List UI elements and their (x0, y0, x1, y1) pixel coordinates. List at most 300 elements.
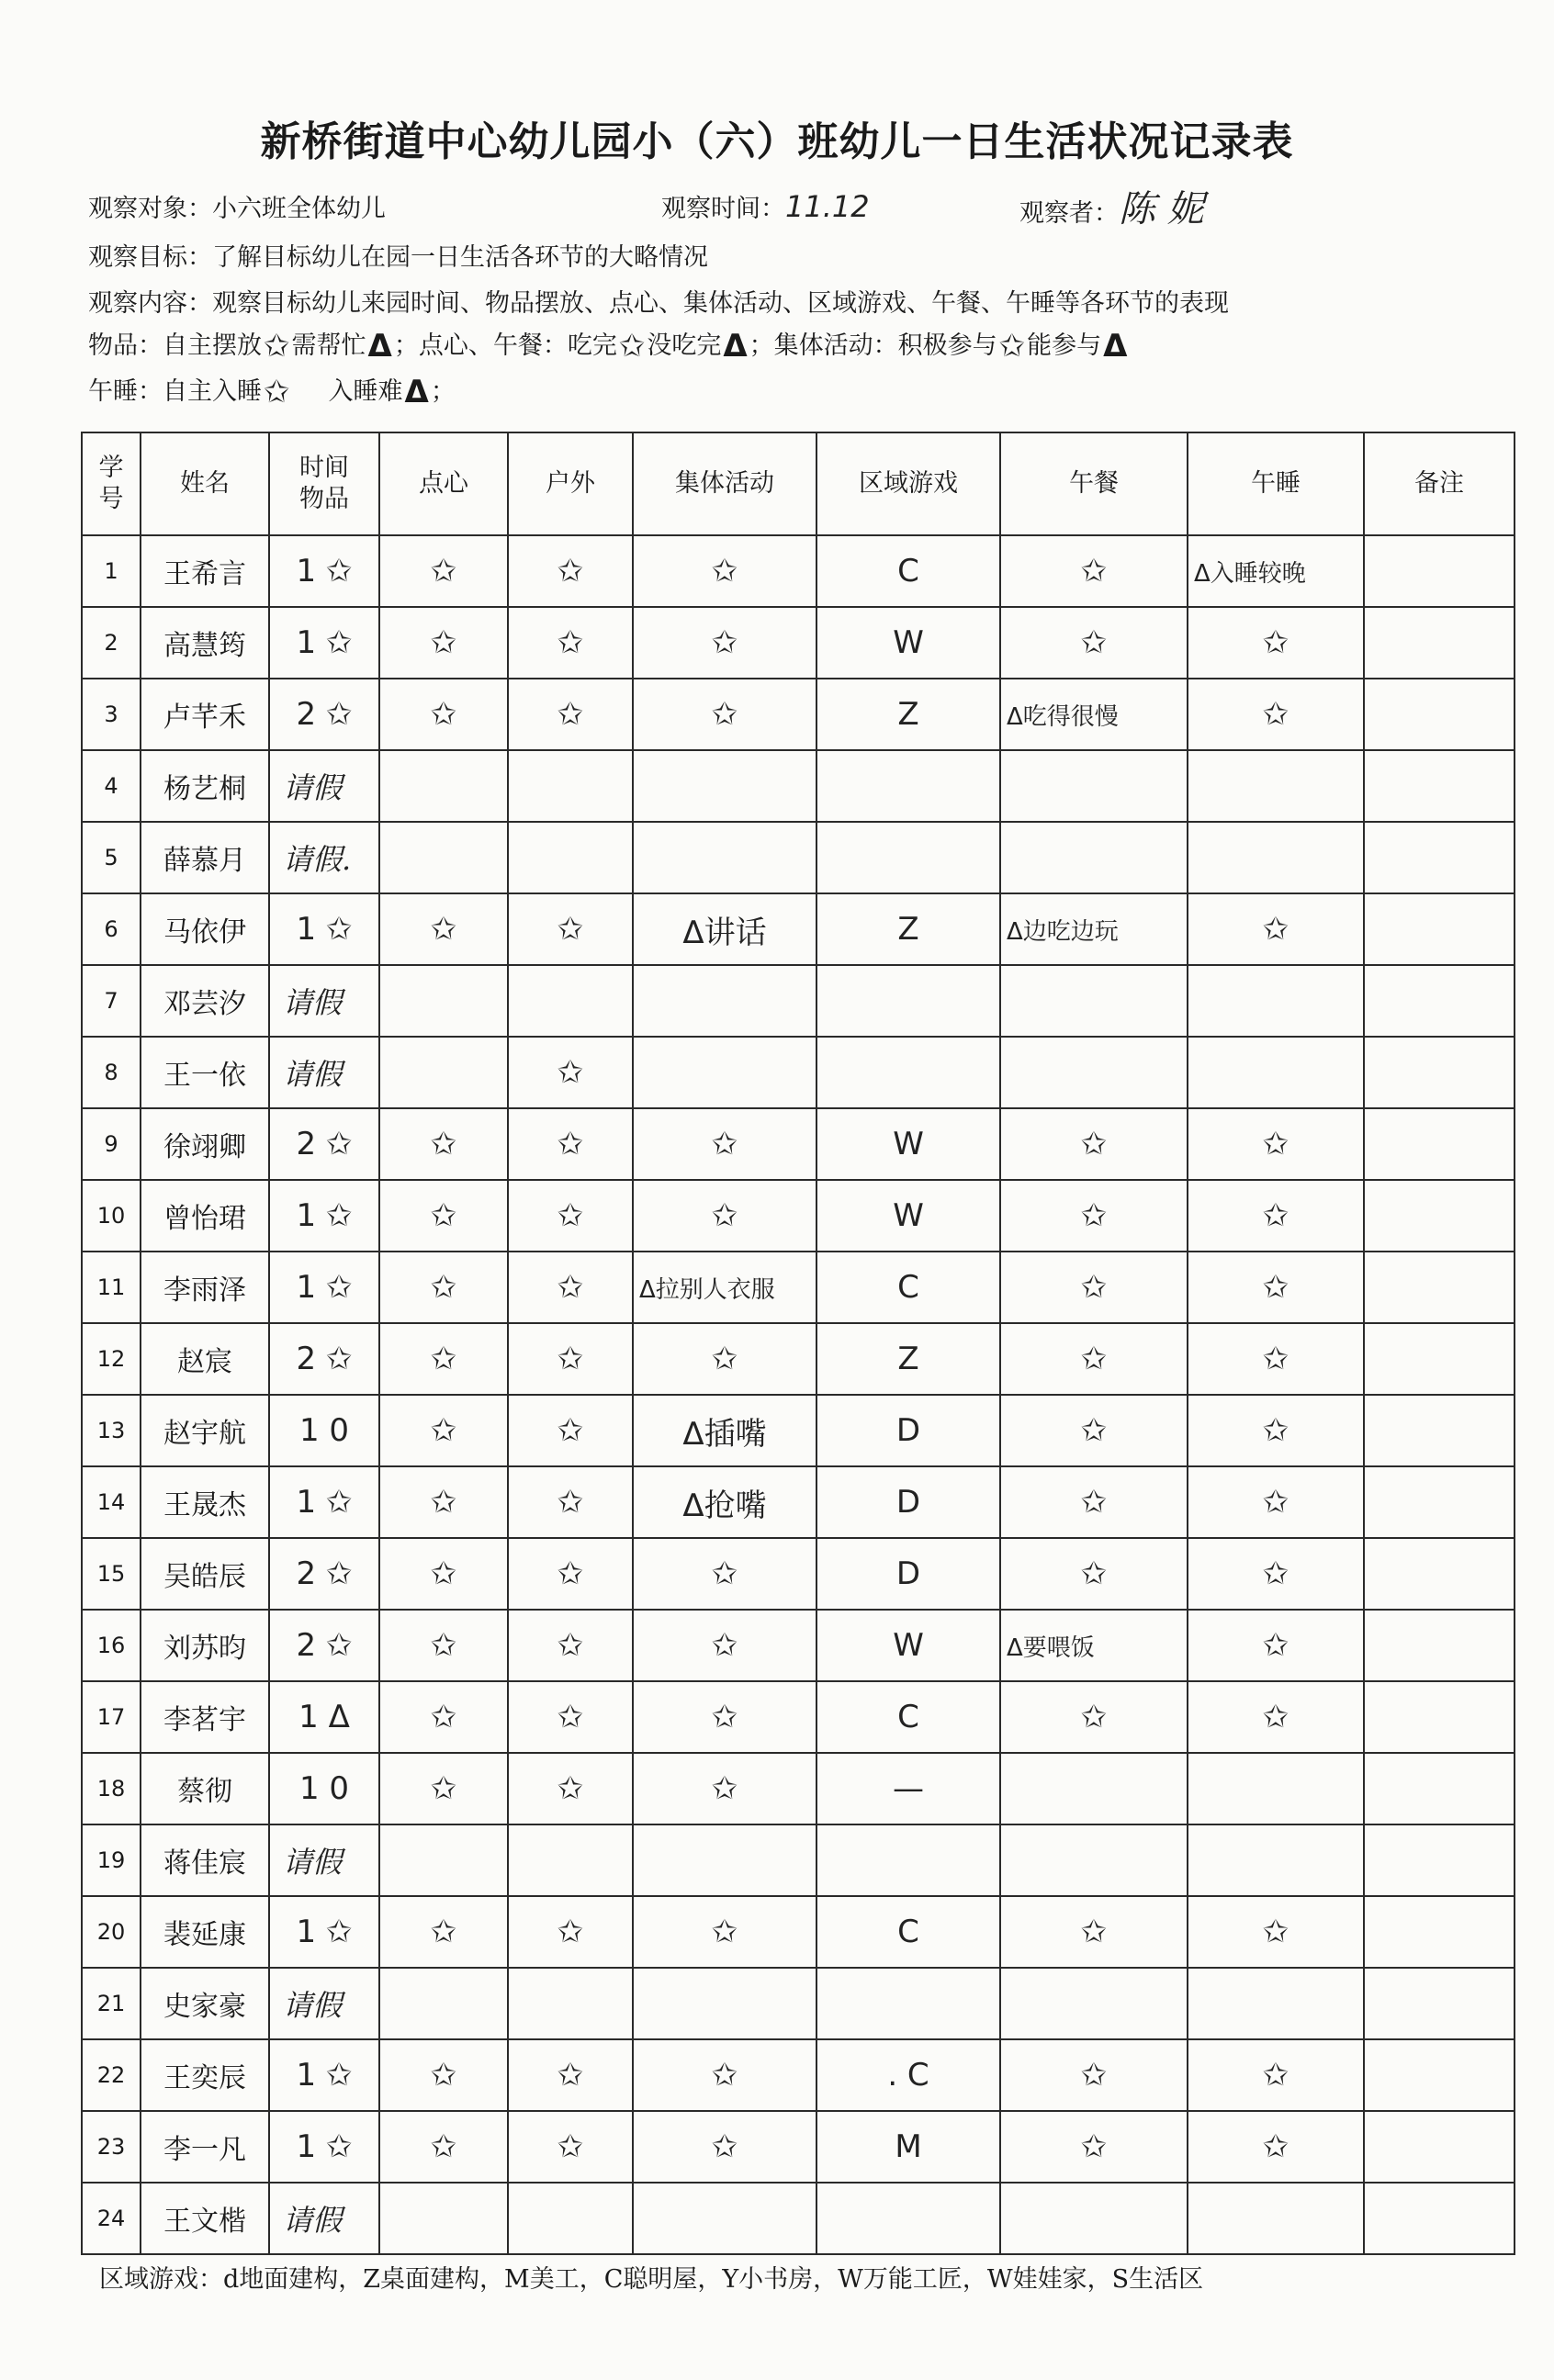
goal-value: 了解目标幼儿在园一日生活各环节的大略情况 (212, 243, 708, 272)
cell-id: 22 (82, 2039, 141, 2111)
table-row (82, 1681, 1515, 1753)
cell-note (1364, 1896, 1515, 1968)
cell-snack: ✩ (379, 1466, 508, 1538)
cell-name: 邓芸汐 (141, 965, 269, 1037)
cell-group-activity: Δ拉别人衣服 (633, 1252, 816, 1323)
cell-nap: ✩ (1188, 1252, 1364, 1323)
cell-outdoor (508, 1824, 633, 1896)
cell-id: 18 (82, 1753, 141, 1824)
cell-note (1364, 679, 1515, 750)
cell-note (1364, 822, 1515, 893)
cell-group-activity: Δ插嘴 (633, 1395, 816, 1466)
cell-nap (1188, 822, 1364, 893)
cell-time-items: 1 ✩ (269, 2111, 379, 2183)
time-label: 观察时间： (661, 195, 785, 223)
goal-label: 观察目标： (88, 243, 212, 272)
table-header-row (82, 432, 1515, 535)
cell-lunch: ✩ (1000, 1681, 1188, 1753)
subject-value: 小六班全体幼儿 (212, 195, 386, 223)
cell-area-game (816, 1968, 1000, 2039)
cell-lunch: Δ边吃边玩 (1000, 893, 1188, 965)
cell-nap: ✩ (1188, 607, 1364, 679)
col-header-outdoor: 户外 (508, 432, 633, 535)
col-header-nap: 午睡 (1188, 432, 1364, 535)
cell-group-activity: Δ抢嘴 (633, 1466, 816, 1538)
cell-snack: ✩ (379, 1538, 508, 1610)
cell-name: 赵宸 (141, 1323, 269, 1395)
cell-group-activity: Δ讲话 (633, 893, 816, 965)
cell-snack (379, 750, 508, 822)
table-row (82, 607, 1515, 679)
col-header-id: 学 号 (82, 432, 141, 535)
legend-group-able: 能参与 (1027, 331, 1102, 360)
table-row (82, 1824, 1515, 1896)
cell-nap: ✩ (1188, 2111, 1364, 2183)
legend-items-help: 需帮忙 (291, 331, 366, 360)
cell-snack: ✩ (379, 679, 508, 750)
cell-name: 李一凡 (141, 2111, 269, 2183)
cell-note (1364, 535, 1515, 607)
cell-nap: ✩ (1188, 1395, 1364, 1466)
table-row (82, 2111, 1515, 2183)
cell-id: 23 (82, 2111, 141, 2183)
cell-name: 卢芊禾 (141, 679, 269, 750)
cell-id: 8 (82, 1037, 141, 1108)
cell-nap: ✩ (1188, 1610, 1364, 1681)
cell-area-game: C (816, 1681, 1000, 1753)
cell-name: 李茗宇 (141, 1681, 269, 1753)
col-header-name: 姓名 (141, 432, 269, 535)
table-row (82, 822, 1515, 893)
cell-snack: ✩ (379, 1753, 508, 1824)
cell-area-game: C (816, 1896, 1000, 1968)
time-value: 11.12 (785, 189, 870, 224)
cell-name: 王一依 (141, 1037, 269, 1108)
cell-lunch: ✩ (1000, 2039, 1188, 2111)
cell-group-activity: ✩ (633, 535, 816, 607)
cell-time-items: 1 ✩ (269, 1896, 379, 1968)
cell-group-activity: ✩ (633, 1180, 816, 1252)
cell-outdoor: ✩ (508, 1896, 633, 1968)
cell-note (1364, 1538, 1515, 1610)
cell-time-items: 1 ✩ (269, 607, 379, 679)
cell-outdoor (508, 1968, 633, 2039)
cell-name: 王文楷 (141, 2183, 269, 2254)
cell-nap: ✩ (1188, 1323, 1364, 1395)
cell-id: 7 (82, 965, 141, 1037)
cell-area-game: W (816, 1180, 1000, 1252)
cell-id: 13 (82, 1395, 141, 1466)
cell-id: 20 (82, 1896, 141, 1968)
cell-group-activity: ✩ (633, 679, 816, 750)
col-header-group-activity: 集体活动 (633, 432, 816, 535)
cell-snack (379, 965, 508, 1037)
cell-note (1364, 1323, 1515, 1395)
observation-subject (88, 188, 386, 224)
cell-snack: ✩ (379, 2111, 508, 2183)
cell-area-game: C (816, 535, 1000, 607)
cell-note (1364, 965, 1515, 1037)
cell-outdoor: ✩ (508, 2111, 633, 2183)
cell-area-game (816, 1037, 1000, 1108)
cell-group-activity (633, 1968, 816, 2039)
cell-lunch (1000, 750, 1188, 822)
cell-outdoor: ✩ (508, 1180, 633, 1252)
cell-name: 蔡彻 (141, 1753, 269, 1824)
cell-area-game: D (816, 1538, 1000, 1610)
cell-note (1364, 1252, 1515, 1323)
cell-area-game: D (816, 1466, 1000, 1538)
triangle-icon: Δ (1103, 328, 1128, 365)
table-row (82, 893, 1515, 965)
cell-area-game: Z (816, 893, 1000, 965)
legend-group-active: ；集体活动：积极参与 (749, 331, 997, 360)
star-icon: ✩ (998, 328, 1026, 365)
cell-id: 15 (82, 1538, 141, 1610)
cell-note (1364, 1610, 1515, 1681)
cell-name: 曾怡珺 (141, 1180, 269, 1252)
cell-group-activity: ✩ (633, 1896, 816, 1968)
cell-name: 李雨泽 (141, 1252, 269, 1323)
triangle-icon: Δ (404, 374, 429, 410)
cell-nap: ✩ (1188, 1180, 1364, 1252)
cell-id: 14 (82, 1466, 141, 1538)
cell-nap: ✩ (1188, 893, 1364, 965)
cell-outdoor: ✩ (508, 1538, 633, 1610)
cell-nap (1188, 750, 1364, 822)
cell-time-items: 2 ✩ (269, 1538, 379, 1610)
cell-id: 4 (82, 750, 141, 822)
cell-name: 史家豪 (141, 1968, 269, 2039)
cell-nap: ✩ (1188, 1108, 1364, 1180)
legend-nap-self: 午睡：自主入睡 (88, 377, 262, 406)
legend-items-self: 物品：自主摆放 (88, 331, 262, 360)
cell-time-items: 1 ✩ (269, 1252, 379, 1323)
legend-nap-hard: 入睡难 (328, 377, 403, 406)
cell-time-items: 1 0 (269, 1753, 379, 1824)
cell-nap: ✩ (1188, 1896, 1364, 1968)
cell-outdoor: ✩ (508, 1753, 633, 1824)
table-row (82, 2039, 1515, 2111)
cell-group-activity (633, 2183, 816, 2254)
cell-snack: ✩ (379, 1681, 508, 1753)
cell-name: 蒋佳宸 (141, 1824, 269, 1896)
cell-time-items: 1 ✩ (269, 2039, 379, 2111)
cell-note (1364, 750, 1515, 822)
cell-time-items: 1 ✩ (269, 1180, 379, 1252)
cell-id: 2 (82, 607, 141, 679)
cell-note (1364, 1753, 1515, 1824)
cell-group-activity (633, 965, 816, 1037)
cell-lunch (1000, 1753, 1188, 1824)
cell-nap: ✩ (1188, 2039, 1364, 2111)
cell-note (1364, 1681, 1515, 1753)
cell-outdoor: ✩ (508, 1610, 633, 1681)
cell-area-game (816, 822, 1000, 893)
cell-id: 5 (82, 822, 141, 893)
table-row (82, 1896, 1515, 1968)
cell-time-items: 2 ✩ (269, 679, 379, 750)
cell-snack (379, 1824, 508, 1896)
cell-outdoor: ✩ (508, 1108, 633, 1180)
cell-name: 王晟杰 (141, 1466, 269, 1538)
cell-outdoor: ✩ (508, 1395, 633, 1466)
cell-outdoor (508, 750, 633, 822)
cell-group-activity: ✩ (633, 1610, 816, 1681)
table-row (82, 1466, 1515, 1538)
cell-time-items: 请假 (269, 750, 379, 822)
cell-snack: ✩ (379, 1395, 508, 1466)
table-row (82, 1108, 1515, 1180)
cell-id: 9 (82, 1108, 141, 1180)
subject-label: 观察对象： (88, 195, 212, 223)
cell-note (1364, 1180, 1515, 1252)
table-row (82, 1180, 1515, 1252)
cell-lunch: ✩ (1000, 1180, 1188, 1252)
cell-id: 21 (82, 1968, 141, 2039)
cell-id: 3 (82, 679, 141, 750)
legend-end-punct: ； (430, 377, 456, 406)
cell-lunch: ✩ (1000, 1395, 1188, 1466)
cell-lunch: Δ要喂饭 (1000, 1610, 1188, 1681)
col-header-lunch: 午餐 (1000, 432, 1188, 535)
record-table (81, 432, 1515, 2255)
cell-id: 16 (82, 1610, 141, 1681)
cell-note (1364, 607, 1515, 679)
cell-nap: ✩ (1188, 1538, 1364, 1610)
cell-nap: ✩ (1188, 1466, 1364, 1538)
observer-signature: 陈 妮 (1119, 188, 1204, 230)
cell-nap (1188, 1753, 1364, 1824)
cell-time-items: 请假 (269, 1968, 379, 2039)
cell-lunch: ✩ (1000, 535, 1188, 607)
cell-id: 24 (82, 2183, 141, 2254)
cell-nap: ✩ (1188, 679, 1364, 750)
cell-id: 17 (82, 1681, 141, 1753)
cell-lunch: ✩ (1000, 1466, 1188, 1538)
cell-outdoor (508, 2183, 633, 2254)
cell-outdoor: ✩ (508, 1252, 633, 1323)
cell-note (1364, 1037, 1515, 1108)
cell-name: 薛慕月 (141, 822, 269, 893)
cell-note (1364, 893, 1515, 965)
cell-note (1364, 1466, 1515, 1538)
cell-time-items: 请假 (269, 1037, 379, 1108)
cell-snack: ✩ (379, 607, 508, 679)
table-row (82, 1968, 1515, 2039)
cell-lunch: ✩ (1000, 1323, 1188, 1395)
cell-name: 杨艺桐 (141, 750, 269, 822)
cell-area-game: Z (816, 1323, 1000, 1395)
cell-outdoor: ✩ (508, 893, 633, 965)
col-header-time-items: 时间 物品 (269, 432, 379, 535)
cell-name: 刘苏昀 (141, 1610, 269, 1681)
cell-area-game: C (816, 1252, 1000, 1323)
legend-line-1 (88, 325, 1129, 365)
cell-nap (1188, 2183, 1364, 2254)
cell-group-activity: ✩ (633, 2039, 816, 2111)
cell-time-items: 1 Δ (269, 1681, 379, 1753)
cell-snack: ✩ (379, 1896, 508, 1968)
content-value: 观察目标幼儿来园时间、物品摆放、点心、集体活动、区域游戏、午餐、午睡等各环节的表现 (212, 289, 1229, 318)
cell-name: 王希言 (141, 535, 269, 607)
cell-group-activity (633, 1824, 816, 1896)
cell-name: 赵宇航 (141, 1395, 269, 1466)
cell-snack: ✩ (379, 535, 508, 607)
cell-area-game: W (816, 1108, 1000, 1180)
cell-id: 10 (82, 1180, 141, 1252)
cell-area-game: W (816, 607, 1000, 679)
cell-snack (379, 1968, 508, 2039)
table-row (82, 750, 1515, 822)
triangle-icon: Δ (367, 328, 392, 365)
cell-time-items: 1 ✩ (269, 535, 379, 607)
cell-snack: ✩ (379, 893, 508, 965)
cell-name: 徐翊卿 (141, 1108, 269, 1180)
cell-lunch (1000, 2183, 1188, 2254)
cell-area-game: D (816, 1395, 1000, 1466)
cell-lunch (1000, 1037, 1188, 1108)
cell-lunch: ✩ (1000, 1108, 1188, 1180)
legend-line-2 (88, 371, 456, 410)
cell-outdoor: ✩ (508, 1681, 633, 1753)
table-row (82, 535, 1515, 607)
table-row (82, 1037, 1515, 1108)
cell-time-items: 请假 (269, 1824, 379, 1896)
cell-lunch: ✩ (1000, 1538, 1188, 1610)
cell-snack (379, 2183, 508, 2254)
cell-note (1364, 1824, 1515, 1896)
cell-outdoor: ✩ (508, 679, 633, 750)
col-header-note: 备注 (1364, 432, 1515, 535)
cell-time-items: 1 ✩ (269, 1466, 379, 1538)
star-icon: ✩ (618, 328, 646, 365)
observation-time (661, 188, 870, 224)
cell-snack: ✩ (379, 2039, 508, 2111)
cell-area-game (816, 2183, 1000, 2254)
cell-time-items: 2 ✩ (269, 1610, 379, 1681)
cell-outdoor: ✩ (508, 535, 633, 607)
cell-id: 6 (82, 893, 141, 965)
cell-group-activity: ✩ (633, 1108, 816, 1180)
observer-label: 观察者： (1019, 199, 1119, 228)
cell-group-activity: ✩ (633, 1323, 816, 1395)
table-row (82, 1395, 1515, 1466)
observation-goal (88, 237, 708, 273)
cell-name: 裴延康 (141, 1896, 269, 1968)
cell-outdoor (508, 965, 633, 1037)
cell-group-activity: ✩ (633, 1538, 816, 1610)
cell-note (1364, 2111, 1515, 2183)
table-row (82, 679, 1515, 750)
cell-outdoor: ✩ (508, 2039, 633, 2111)
cell-id: 12 (82, 1323, 141, 1395)
cell-snack (379, 822, 508, 893)
cell-group-activity: ✩ (633, 1681, 816, 1753)
table-row (82, 1323, 1515, 1395)
cell-outdoor: ✩ (508, 1323, 633, 1395)
cell-note (1364, 1968, 1515, 2039)
legend-meal-unfinished: 没吃完 (647, 331, 722, 360)
star-icon: ✩ (264, 374, 290, 410)
cell-outdoor: ✩ (508, 1037, 633, 1108)
table-row (82, 1753, 1515, 1824)
table-row (82, 1538, 1515, 1610)
cell-outdoor (508, 822, 633, 893)
cell-name: 马依伊 (141, 893, 269, 965)
cell-snack: ✩ (379, 1180, 508, 1252)
cell-lunch (1000, 822, 1188, 893)
cell-outdoor: ✩ (508, 1466, 633, 1538)
triangle-icon: Δ (723, 328, 748, 365)
cell-outdoor: ✩ (508, 607, 633, 679)
cell-group-activity: ✩ (633, 607, 816, 679)
cell-area-game: M (816, 2111, 1000, 2183)
cell-nap (1188, 1968, 1364, 2039)
cell-lunch: Δ吃得很慢 (1000, 679, 1188, 750)
legend-meal-finished: ；点心、午餐：吃完 (393, 331, 617, 360)
cell-time-items: 1 ✩ (269, 893, 379, 965)
table-row (82, 965, 1515, 1037)
cell-area-game (816, 750, 1000, 822)
cell-note (1364, 1395, 1515, 1466)
cell-nap (1188, 965, 1364, 1037)
content-label: 观察内容： (88, 289, 212, 318)
cell-time-items: 1 0 (269, 1395, 379, 1466)
cell-snack: ✩ (379, 1252, 508, 1323)
cell-area-game (816, 965, 1000, 1037)
cell-area-game: Z (816, 679, 1000, 750)
observation-content (88, 283, 1229, 319)
cell-nap: ✩ (1188, 1681, 1364, 1753)
cell-group-activity (633, 1037, 816, 1108)
cell-nap (1188, 1824, 1364, 1896)
cell-time-items: 请假 (269, 2183, 379, 2254)
cell-time-items: 请假 (269, 965, 379, 1037)
cell-area-game (816, 1824, 1000, 1896)
cell-lunch: ✩ (1000, 1896, 1188, 1968)
col-header-snack: 点心 (379, 432, 508, 535)
cell-area-game: . C (816, 2039, 1000, 2111)
cell-id: 11 (82, 1252, 141, 1323)
cell-area-game: W (816, 1610, 1000, 1681)
table-row (82, 1252, 1515, 1323)
cell-snack: ✩ (379, 1610, 508, 1681)
cell-name: 高慧筠 (141, 607, 269, 679)
col-header-area-game: 区域游戏 (816, 432, 1000, 535)
cell-time-items: 2 ✩ (269, 1108, 379, 1180)
cell-snack (379, 1037, 508, 1108)
cell-name: 王奕辰 (141, 2039, 269, 2111)
cell-group-activity (633, 822, 816, 893)
cell-lunch: ✩ (1000, 1252, 1188, 1323)
observer (1019, 180, 1204, 232)
table-row (82, 1610, 1515, 1681)
cell-group-activity (633, 750, 816, 822)
cell-note (1364, 1108, 1515, 1180)
cell-note (1364, 2039, 1515, 2111)
cell-lunch (1000, 965, 1188, 1037)
page-title: 新桥街道中心幼儿园小（六）班幼儿一日生活状况记录表 (260, 118, 1294, 165)
cell-snack: ✩ (379, 1323, 508, 1395)
cell-id: 19 (82, 1824, 141, 1896)
cell-snack: ✩ (379, 1108, 508, 1180)
cell-name: 吴皓辰 (141, 1538, 269, 1610)
cell-nap (1188, 1037, 1364, 1108)
cell-area-game: — (816, 1753, 1000, 1824)
cell-time-items: 2 ✩ (269, 1323, 379, 1395)
cell-id: 1 (82, 535, 141, 607)
